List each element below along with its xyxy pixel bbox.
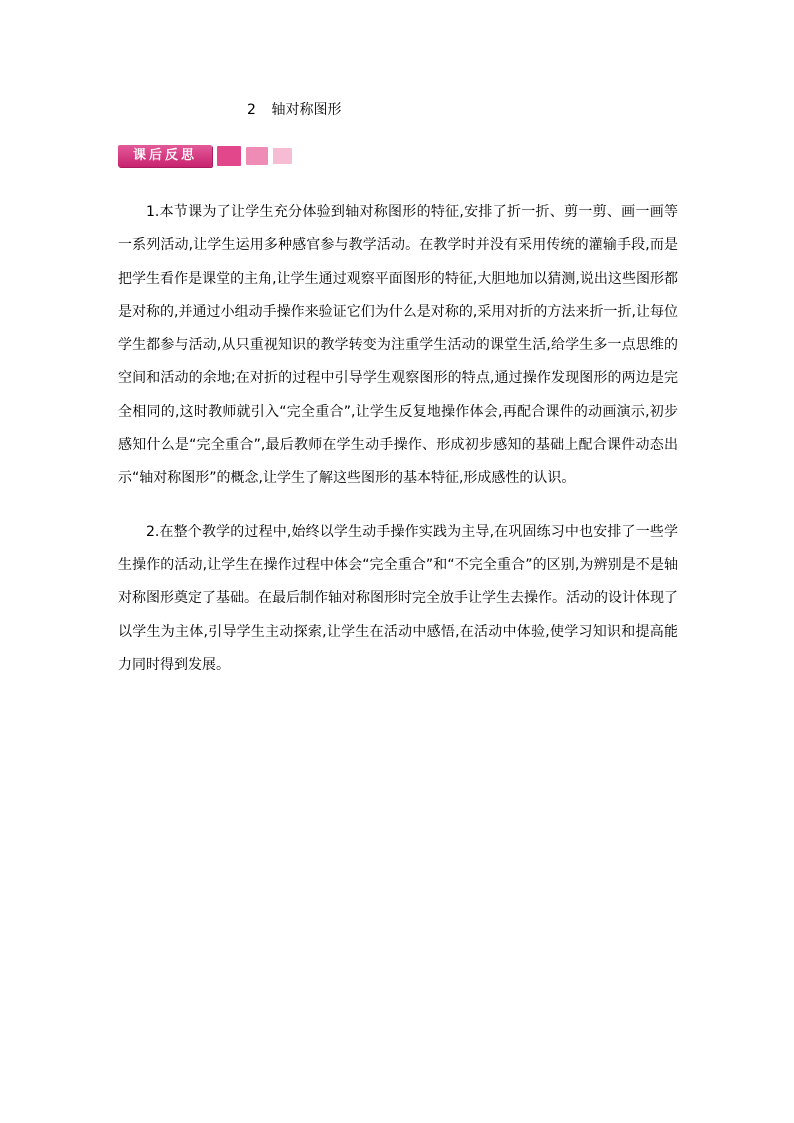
reflection-banner-label: 课后反思 — [118, 145, 212, 167]
decorative-square-icon — [246, 147, 268, 165]
paragraph-2: 2.在整个教学的过程中,始终以学生动手操作实践为主导,在巩固练习中也安排了一些学生操作的活动,让学生在操作过程中体会“完全重合”和“不完全重合”的区别,为辨别是不是轴对称图形奠定了基础。在最后制作轴对称图形时完全放手让学生去操作。活动的设计体现了以学生为主体,引导学生主动探索,让学生在活动中感悟,在活动中体验,使学习知识和提高能力同时得到发展。 — [118, 523, 678, 673]
reflection-body — [118, 196, 678, 682]
section-heading — [247, 100, 341, 120]
reflection-banner — [118, 144, 292, 168]
section-number: 2 — [247, 102, 256, 118]
section-title: 轴对称图形 — [271, 102, 342, 118]
decorative-square-icon — [217, 146, 241, 166]
paragraph-1: 1.本节课为了让学生充分体验到轴对称图形的特征,安排了折一折、剪一剪、画一画等一系列活动,让学生运用多种感官参与教学活动。在教学时并没有采用传统的灌输手段,而是把学生看作是课堂的主角,让学生通过观察平面图形的特征,大胆地加以猜测,说出这些图形都是对称的,并通过小组动手操作来验证它们为什么是对称的,采用对折的方法来折一折,让每位学生都参与活动,从只重视知识的教学转变为注重学生活动的课堂生活,给学生多一点思维的空间和活动的余地;在对折的过程中引导学生观察图形的特点,通过操作发现图形的两边是完全相同的,这时教师就引入“完全重合”,让学生反复地操作体会,再配合课件的动画演示,初步感知什么是“完全重合”,最后教师在学生动手操作、形成初步感知的基础上配合课件动态出示“轴对称图形”的概念,让学生了解这些图形的基本特征,形成感性的认识。 — [118, 204, 678, 487]
decorative-square-icon — [273, 148, 292, 164]
